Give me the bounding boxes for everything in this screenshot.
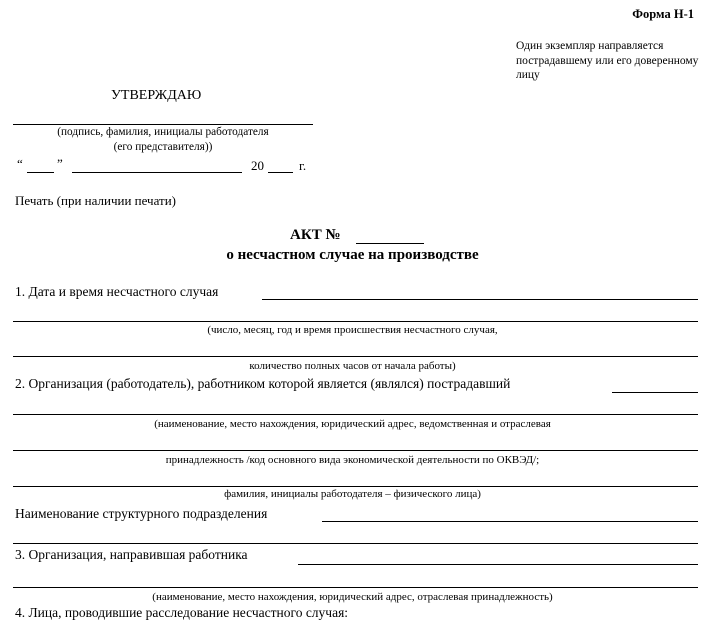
field3-label: 3. Организация, направившая работника — [15, 547, 248, 562]
field4-label: 4. Лица, проводившие расследование несчастного случая: — [15, 605, 349, 620]
form-label: Форма Н-1 — [632, 7, 694, 21]
act-number-field[interactable] — [356, 243, 424, 244]
act-title: АКТ № — [290, 227, 341, 243]
approve-caption — [0, 125, 326, 154]
field1-line1[interactable] — [262, 299, 698, 300]
year-field[interactable] — [268, 172, 293, 173]
quote-open: “ — [17, 156, 23, 171]
field2-line1[interactable] — [612, 392, 698, 393]
stamp-label: Печать (при наличии печати) — [15, 193, 176, 208]
approve-title: УТВЕРЖДАЮ — [111, 88, 202, 103]
field1-label: 1. Дата и время несчастного случая — [15, 284, 219, 299]
field2-caption3: фамилия, инициалы работодателя – физического лица) — [224, 488, 481, 500]
year-suffix: г. — [299, 158, 307, 173]
field1-caption2: количество полных часов от начала работы) — [249, 360, 456, 372]
field1-caption1: (число, месяц, год и время происшествия несчастного случая, — [207, 324, 498, 336]
approve-caption-line2: (его представителя)) — [113, 140, 213, 153]
field2-label: 2. Организация (работодатель), работником которой является (являлся) пострадавший — [15, 376, 511, 391]
field2-caption1: (наименование, место нахождения, юридический адрес, ведомственная и отраслевая — [154, 418, 551, 430]
quote-close: ” — [57, 156, 63, 171]
field2-line3[interactable] — [13, 450, 698, 451]
field3-line1[interactable] — [298, 564, 698, 565]
approve-caption-line1: (подпись, фамилия, инициалы работодателя — [57, 126, 269, 138]
day-field[interactable] — [27, 172, 54, 173]
subdivision-line2[interactable] — [13, 543, 698, 544]
subdivision-line[interactable] — [322, 521, 698, 522]
field2-line4[interactable] — [13, 486, 698, 487]
subdivision-label: Наименование структурного подразделения — [15, 506, 268, 521]
field1-line3[interactable] — [13, 356, 698, 357]
field3-caption1: (наименование, место нахождения, юридический адрес, отраслевая принадлежность) — [152, 591, 553, 603]
month-field[interactable] — [72, 172, 242, 173]
field2-caption2: принадлежность /код основного вида экономической деятельности по ОКВЭД/; — [165, 454, 540, 466]
copy-note: Один экземпляр направляется пострадавшему или его доверенному лицу — [516, 40, 699, 81]
field1-line2[interactable] — [13, 321, 698, 322]
year-prefix: 20 — [251, 158, 264, 173]
act-subtitle: о несчастном случае на производстве — [226, 247, 479, 263]
field2-line2[interactable] — [13, 414, 698, 415]
field3-line2[interactable] — [13, 587, 698, 588]
